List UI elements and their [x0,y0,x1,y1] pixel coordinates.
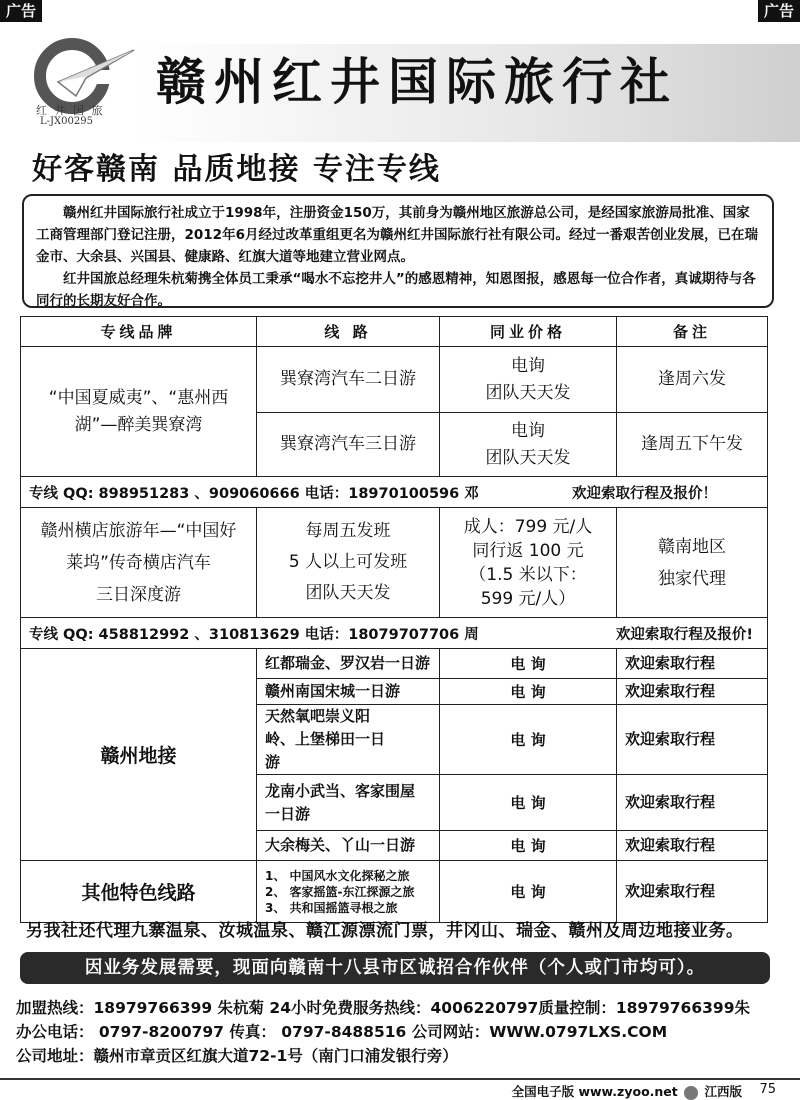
contact-row [21,618,768,649]
special-category: 其他特色线路 [21,861,257,923]
header [14,24,800,146]
price-line: 599 元/人） [480,588,576,609]
price-cell: 电 询 [440,649,617,679]
table-row [21,347,768,413]
route-cell: 红都瑞金、罗汉岩一日游 [257,649,440,679]
price-line: 团队天天发 [485,382,571,403]
header-price: 同业价格 [440,317,617,347]
price-cell: 电 询 [440,679,617,705]
route-line: 团队天天发 [305,583,391,603]
ad-tag-right: 广告 [758,0,800,22]
note-cell: 欢迎索取行程 [617,775,768,831]
company-name: 赣州红井国际旅行社 [156,52,678,111]
intro-paragraph-2: 红井国旅总经理朱杭菊携全体员工秉承“喝水不忘挖井人”的感恩精神，知恩图报，感恩每一位合作者，真诚期待与各同行的长期友好合作。 [36,271,756,309]
special-route: 3、 共和国摇篮寻根之旅 [265,900,398,915]
page-number: 75 [759,1082,776,1097]
route-cell: 大余梅关、丫山一日游 [257,831,440,861]
note-line: 赣南地区 [658,536,726,557]
price-cell [440,413,617,477]
table-row [21,861,768,923]
agency-text: 另我社还代理九寨温泉、汝城温泉、赣江源漂流门票，井冈山、瑞金、赣州及周边地接业务。 [26,921,744,941]
footer-edition: 江西版 [704,1084,742,1099]
note-cell: 欢迎索取行程 [617,831,768,861]
price-line: 电询 [511,355,545,376]
note-cell: 欢迎索取行程 [617,649,768,679]
note-line: 独家代理 [658,568,726,589]
brand-hengdian [21,508,257,618]
contact-row [21,477,768,508]
route-line: 5 人以上可发班 [288,552,408,572]
logo-name: 红 井 国 旅 [36,104,105,117]
company-logo-icon [28,36,138,146]
note-cell: 逢周六发 [617,347,768,413]
contact-office: 办公电话： 0797-8200797 传真： 0797-8488516 公司网站：WWW.0797LXS.COM [16,1023,668,1041]
contact-line-1 [21,477,768,508]
contact-cta: 欢迎索取行程及报价！ [572,485,717,502]
price-cell: 电 询 [440,861,617,923]
special-route: 2、 客家摇篮-东江探源之旅 [265,884,415,899]
table-row [21,508,768,618]
price-cell [440,347,617,413]
logo-license: L-JX00295 [40,116,93,127]
contact-cta: 欢迎索取行程及报价! [615,626,753,643]
intro-box [22,194,774,308]
special-route: 1、 中国风水文化探秘之旅 [265,868,410,883]
route-cell [257,861,440,923]
contact-hotline: 加盟热线：18979766399 朱杭菊 24小时免费服务热线：4006220797质量控制：18979766399朱 [16,999,750,1017]
contact-address: 公司地址：赣州市章贡区红旗大道72-1号（南门口浦发银行旁） [16,1047,458,1065]
note-cell [617,508,768,618]
price-line: 团队天天发 [485,447,571,468]
table-row [21,649,768,679]
recruit-banner: 因业务发展需要，现面向赣南十八县市区诚招合作伙伴（个人或门市均可）。 [20,952,770,984]
note-cell: 欢迎索取行程 [617,679,768,705]
footer [512,1082,742,1100]
route-cell: 赣州南国宋城一日游 [257,679,440,705]
price-line: 电询 [511,420,545,441]
brand-line: 赣州横店旅游年—“中国好 [40,520,237,541]
footer-divider [0,1078,800,1080]
contact-info: 专线 QQ: 898951283 、909060666 电话：18970100596 邓 [29,485,479,502]
local-category: 赣州地接 [21,649,257,861]
route-cell: 天然氧吧崇义阳岭、上堡梯田一日游 [257,705,440,775]
route-line: 每周五发班 [305,521,391,541]
brand-xunliao: “中国夏威夷”、“惠州西湖”—醉美巽寮湾 [21,347,257,477]
note-cell: 逢周五下午发 [617,413,768,477]
footer-site: 全国电子版 www.zyoo.net [511,1084,678,1099]
brand-line: 三日深度游 [96,584,181,605]
header-route: 线 路 [257,317,440,347]
note-cell: 欢迎索取行程 [617,861,768,923]
price-cell: 电 询 [440,831,617,861]
route-cell [257,508,440,618]
edition-icon [684,1086,698,1100]
price-line: 成人：799 元/人 [463,516,593,537]
price-cell: 电 询 [440,775,617,831]
contact-info: 专线 QQ: 458812992 、310813629 电话：18079707706 周 [29,626,479,643]
route-cell: 龙南小武当、客家围屋一日游 [257,775,440,831]
intro-paragraph-1: 赣州红井国际旅行社成立于1998年，注册资金150万，其前身为赣州地区旅游总公司，是经国家旅游局批准、国家工商管理部门登记注册，2012年6月经过改革重组更名为赣州红井国际旅行社有限公司。经过一番艰苦创业发展，已在瑞金市、大余县、兴国县、健康路、红旗大道等地建立营业网点。 [36,205,758,265]
routes-table [20,316,768,923]
header-note: 备注 [617,317,768,347]
brand-line: 莱坞”传奇横店汽车 [66,552,211,573]
price-line: （1.5 米以下： [469,564,587,585]
price-line: 同行返 100 元 [472,540,584,561]
table-header-row [21,317,768,347]
price-cell [440,508,617,618]
header-brand: 专线品牌 [21,317,257,347]
route-cell: 巽寮湾汽车三日游 [257,413,440,477]
slogan: 好客赣南 品质地接 专注专线 [32,152,441,187]
ad-tag-left: 广告 [0,0,42,22]
route-cell: 巽寮湾汽车二日游 [257,347,440,413]
price-cell: 电 询 [440,705,617,775]
note-cell: 欢迎索取行程 [617,705,768,775]
contact-line-2 [21,618,768,649]
